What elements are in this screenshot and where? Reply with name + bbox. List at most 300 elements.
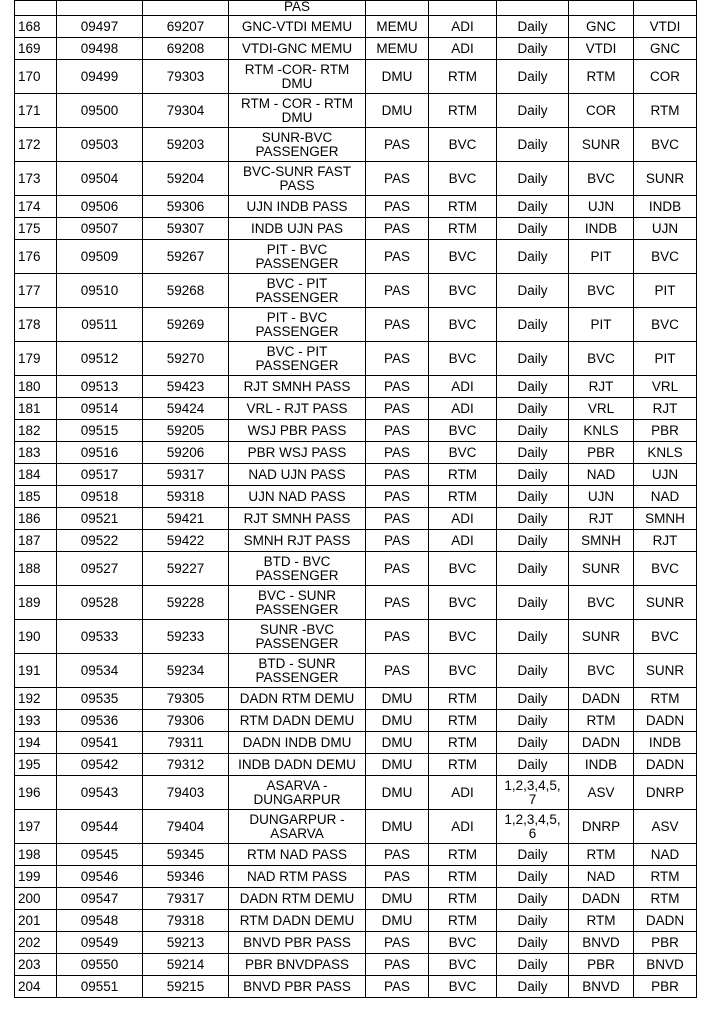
table-row: [15, 976, 697, 998]
days-cell: Daily: [497, 844, 569, 866]
new-number-cell: 59213: [143, 932, 229, 954]
type-cell: PAS: [366, 240, 429, 274]
to-station-cell: BNVD: [634, 954, 697, 976]
new-number-cell: 79318: [143, 910, 229, 932]
days-cell: Daily: [497, 954, 569, 976]
type-cell: DMU: [366, 776, 429, 810]
table-row: [15, 308, 697, 342]
division-cell: BVC: [429, 274, 497, 308]
train-name-cell: VTDI-GNC MEMU: [229, 38, 366, 60]
type-cell: PAS: [366, 420, 429, 442]
from-station-cell: SMNH: [569, 530, 634, 552]
train-number-cell: 09542: [57, 754, 143, 776]
table-row: [15, 38, 697, 60]
table-row: [15, 620, 697, 654]
new-number-cell: 59269: [143, 308, 229, 342]
type-cell: DMU: [366, 910, 429, 932]
sr-no-cell: 171: [15, 94, 57, 128]
division-cell: BVC: [429, 954, 497, 976]
days-cell: Daily: [497, 16, 569, 38]
days-cell: Daily: [497, 976, 569, 998]
train-number-cell: 09503: [57, 128, 143, 162]
division-cell: [429, 1, 497, 16]
from-station-cell: NAD: [569, 464, 634, 486]
division-cell: RTM: [429, 218, 497, 240]
from-station-cell: RTM: [569, 60, 634, 94]
days-cell: Daily: [497, 398, 569, 420]
division-cell: ADI: [429, 776, 497, 810]
to-station-cell: KNLS: [634, 442, 697, 464]
division-cell: BVC: [429, 240, 497, 274]
train-name-cell: NAD RTM PASS: [229, 866, 366, 888]
sr-no-cell: 200: [15, 888, 57, 910]
new-number-cell: 59318: [143, 486, 229, 508]
train-number-cell: 09507: [57, 218, 143, 240]
days-cell: Daily: [497, 196, 569, 218]
train-number-cell: 09522: [57, 530, 143, 552]
days-cell: Daily: [497, 732, 569, 754]
new-number-cell: 59346: [143, 866, 229, 888]
type-cell: DMU: [366, 732, 429, 754]
train-name-cell: BVC - PIT PASSENGER: [229, 342, 366, 376]
train-schedule-table: [14, 0, 697, 998]
from-station-cell: SUNR: [569, 552, 634, 586]
division-cell: BVC: [429, 586, 497, 620]
to-station-cell: RTM: [634, 94, 697, 128]
to-station-cell: UJN: [634, 218, 697, 240]
sr-no-cell: 177: [15, 274, 57, 308]
from-station-cell: DNRP: [569, 810, 634, 844]
division-cell: BVC: [429, 162, 497, 196]
new-number-cell: 59423: [143, 376, 229, 398]
days-cell: Daily: [497, 866, 569, 888]
train-name-cell: BVC - PIT PASSENGER: [229, 274, 366, 308]
train-name-cell: RTM - COR - RTM DMU: [229, 94, 366, 128]
new-number-cell: [143, 1, 229, 16]
sr-no-cell: 175: [15, 218, 57, 240]
days-cell: Daily: [497, 754, 569, 776]
train-name-cell: RTM DADN DEMU: [229, 710, 366, 732]
to-station-cell: RTM: [634, 688, 697, 710]
division-cell: BVC: [429, 420, 497, 442]
train-number-cell: 09517: [57, 464, 143, 486]
to-station-cell: RTM: [634, 866, 697, 888]
to-station-cell: VTDI: [634, 16, 697, 38]
new-number-cell: 59204: [143, 162, 229, 196]
from-station-cell: COR: [569, 94, 634, 128]
new-number-cell: 79303: [143, 60, 229, 94]
train-name-cell: DADN INDB DMU: [229, 732, 366, 754]
train-number-cell: 09550: [57, 954, 143, 976]
sr-no-cell: 185: [15, 486, 57, 508]
new-number-cell: 59214: [143, 954, 229, 976]
new-number-cell: 59227: [143, 552, 229, 586]
sr-no-cell: 178: [15, 308, 57, 342]
days-cell: Daily: [497, 376, 569, 398]
sr-no-cell: 191: [15, 654, 57, 688]
days-cell: Daily: [497, 688, 569, 710]
table-row-continued: [15, 1, 697, 16]
days-cell: Daily: [497, 162, 569, 196]
type-cell: PAS: [366, 342, 429, 376]
type-cell: PAS: [366, 552, 429, 586]
division-cell: ADI: [429, 38, 497, 60]
days-cell: Daily: [497, 620, 569, 654]
train-name-cell: BTD - SUNR PASSENGER: [229, 654, 366, 688]
from-station-cell: BVC: [569, 586, 634, 620]
type-cell: PAS: [366, 218, 429, 240]
division-cell: RTM: [429, 60, 497, 94]
days-cell: Daily: [497, 552, 569, 586]
table-row: [15, 710, 697, 732]
sr-no-cell: 180: [15, 376, 57, 398]
days-cell: Daily: [497, 128, 569, 162]
train-name-cell: BTD - BVC PASSENGER: [229, 552, 366, 586]
train-name-cell: INDB DADN DEMU: [229, 754, 366, 776]
division-cell: BVC: [429, 128, 497, 162]
to-station-cell: BVC: [634, 552, 697, 586]
table-row: [15, 342, 697, 376]
train-number-cell: 09547: [57, 888, 143, 910]
train-number-cell: 09504: [57, 162, 143, 196]
division-cell: RTM: [429, 910, 497, 932]
table-row: [15, 932, 697, 954]
train-number-cell: 09546: [57, 866, 143, 888]
new-number-cell: 79312: [143, 754, 229, 776]
new-number-cell: 79317: [143, 888, 229, 910]
from-station-cell: DADN: [569, 888, 634, 910]
division-cell: BVC: [429, 308, 497, 342]
days-cell: Daily: [497, 888, 569, 910]
new-number-cell: 79304: [143, 94, 229, 128]
table-row: [15, 776, 697, 810]
type-cell: PAS: [366, 486, 429, 508]
days-cell: Daily: [497, 586, 569, 620]
to-station-cell: RJT: [634, 398, 697, 420]
days-cell: Daily: [497, 342, 569, 376]
from-station-cell: SUNR: [569, 620, 634, 654]
train-number-cell: 09544: [57, 810, 143, 844]
type-cell: PAS: [366, 308, 429, 342]
new-number-cell: 59421: [143, 508, 229, 530]
train-number-cell: 09545: [57, 844, 143, 866]
division-cell: ADI: [429, 398, 497, 420]
type-cell: DMU: [366, 810, 429, 844]
new-number-cell: 59206: [143, 442, 229, 464]
division-cell: ADI: [429, 376, 497, 398]
division-cell: BVC: [429, 552, 497, 586]
type-cell: PAS: [366, 866, 429, 888]
train-number-cell: 09510: [57, 274, 143, 308]
sr-no-cell: 168: [15, 16, 57, 38]
to-station-cell: DADN: [634, 754, 697, 776]
train-number-cell: 09527: [57, 552, 143, 586]
type-cell: DMU: [366, 688, 429, 710]
train-name-cell: RTM -COR- RTM DMU: [229, 60, 366, 94]
train-name-cell: UJN INDB PASS: [229, 196, 366, 218]
to-station-cell: NAD: [634, 486, 697, 508]
table-row: [15, 218, 697, 240]
days-cell: Daily: [497, 218, 569, 240]
type-cell: PAS: [366, 530, 429, 552]
train-number-cell: 09513: [57, 376, 143, 398]
from-station-cell: ASV: [569, 776, 634, 810]
division-cell: RTM: [429, 486, 497, 508]
from-station-cell: SUNR: [569, 128, 634, 162]
new-number-cell: 59205: [143, 420, 229, 442]
days-cell: [497, 1, 569, 16]
train-number-cell: 09543: [57, 776, 143, 810]
days-cell: Daily: [497, 910, 569, 932]
train-name-cell: NAD UJN PASS: [229, 464, 366, 486]
new-number-cell: 69207: [143, 16, 229, 38]
from-station-cell: KNLS: [569, 420, 634, 442]
to-station-cell: SUNR: [634, 654, 697, 688]
from-station-cell: GNC: [569, 16, 634, 38]
new-number-cell: 59345: [143, 844, 229, 866]
days-cell: Daily: [497, 308, 569, 342]
train-name-cell: PAS: [229, 1, 366, 16]
from-station-cell: UJN: [569, 196, 634, 218]
sr-no-cell: 195: [15, 754, 57, 776]
division-cell: BVC: [429, 620, 497, 654]
division-cell: BVC: [429, 654, 497, 688]
new-number-cell: 59233: [143, 620, 229, 654]
train-name-cell: PBR WSJ PASS: [229, 442, 366, 464]
new-number-cell: 59215: [143, 976, 229, 998]
days-cell: Daily: [497, 60, 569, 94]
division-cell: RTM: [429, 754, 497, 776]
to-station-cell: DADN: [634, 710, 697, 732]
division-cell: BVC: [429, 442, 497, 464]
to-station-cell: DNRP: [634, 776, 697, 810]
type-cell: PAS: [366, 954, 429, 976]
to-station-cell: [634, 1, 697, 16]
train-number-cell: 09548: [57, 910, 143, 932]
sr-no-cell: 170: [15, 60, 57, 94]
train-number-cell: 09515: [57, 420, 143, 442]
sr-no-cell: 183: [15, 442, 57, 464]
new-number-cell: 59306: [143, 196, 229, 218]
division-cell: ADI: [429, 16, 497, 38]
train-name-cell: RJT SMNH PASS: [229, 508, 366, 530]
table-row: [15, 754, 697, 776]
from-station-cell: RTM: [569, 910, 634, 932]
train-name-cell: INDB UJN PAS: [229, 218, 366, 240]
table-row: [15, 60, 697, 94]
train-schedule-sheet: [14, 0, 696, 998]
table-row: [15, 486, 697, 508]
table-body: [15, 1, 697, 998]
train-number-cell: 09535: [57, 688, 143, 710]
to-station-cell: BVC: [634, 128, 697, 162]
train-number-cell: 09541: [57, 732, 143, 754]
train-name-cell: RTM DADN DEMU: [229, 910, 366, 932]
division-cell: RTM: [429, 732, 497, 754]
table-row: [15, 376, 697, 398]
train-number-cell: 09498: [57, 38, 143, 60]
train-number-cell: 09516: [57, 442, 143, 464]
sr-no-cell: 201: [15, 910, 57, 932]
table-row: [15, 866, 697, 888]
type-cell: PAS: [366, 464, 429, 486]
new-number-cell: 59234: [143, 654, 229, 688]
type-cell: DMU: [366, 888, 429, 910]
days-cell: 1,2,3,4,5, 6: [497, 810, 569, 844]
to-station-cell: BVC: [634, 240, 697, 274]
from-station-cell: BNVD: [569, 976, 634, 998]
sr-no-cell: 169: [15, 38, 57, 60]
type-cell: PAS: [366, 376, 429, 398]
sr-no-cell: 174: [15, 196, 57, 218]
new-number-cell: 59307: [143, 218, 229, 240]
train-name-cell: DADN RTM DEMU: [229, 688, 366, 710]
from-station-cell: DADN: [569, 732, 634, 754]
train-name-cell: DADN RTM DEMU: [229, 888, 366, 910]
type-cell: PAS: [366, 128, 429, 162]
type-cell: PAS: [366, 932, 429, 954]
table-row: [15, 910, 697, 932]
train-number-cell: 09506: [57, 196, 143, 218]
from-station-cell: [569, 1, 634, 16]
division-cell: RTM: [429, 688, 497, 710]
from-station-cell: RJT: [569, 376, 634, 398]
sr-no-cell: 203: [15, 954, 57, 976]
sr-no-cell: 202: [15, 932, 57, 954]
to-station-cell: PIT: [634, 274, 697, 308]
new-number-cell: 59422: [143, 530, 229, 552]
division-cell: RTM: [429, 464, 497, 486]
type-cell: MEMU: [366, 38, 429, 60]
to-station-cell: SMNH: [634, 508, 697, 530]
from-station-cell: UJN: [569, 486, 634, 508]
from-station-cell: VRL: [569, 398, 634, 420]
to-station-cell: SUNR: [634, 162, 697, 196]
days-cell: Daily: [497, 274, 569, 308]
train-name-cell: BNVD PBR PASS: [229, 976, 366, 998]
days-cell: Daily: [497, 486, 569, 508]
train-number-cell: 09499: [57, 60, 143, 94]
table-row: [15, 530, 697, 552]
table-row: [15, 688, 697, 710]
days-cell: Daily: [497, 420, 569, 442]
from-station-cell: PIT: [569, 308, 634, 342]
table-row: [15, 240, 697, 274]
to-station-cell: DADN: [634, 910, 697, 932]
new-number-cell: 79306: [143, 710, 229, 732]
train-name-cell: BNVD PBR PASS: [229, 932, 366, 954]
to-station-cell: GNC: [634, 38, 697, 60]
division-cell: BVC: [429, 342, 497, 376]
train-name-cell: PBR BNVDPASS: [229, 954, 366, 976]
sr-no-cell: 173: [15, 162, 57, 196]
to-station-cell: PBR: [634, 420, 697, 442]
table-row: [15, 398, 697, 420]
train-number-cell: 09536: [57, 710, 143, 732]
table-row: [15, 810, 697, 844]
division-cell: RTM: [429, 888, 497, 910]
train-name-cell: ASARVA - DUNGARPUR: [229, 776, 366, 810]
from-station-cell: RJT: [569, 508, 634, 530]
sr-no-cell: 184: [15, 464, 57, 486]
train-number-cell: 09528: [57, 586, 143, 620]
days-cell: Daily: [497, 240, 569, 274]
train-number-cell: 09497: [57, 16, 143, 38]
from-station-cell: BVC: [569, 654, 634, 688]
table-row: [15, 94, 697, 128]
table-row: [15, 732, 697, 754]
from-station-cell: BVC: [569, 274, 634, 308]
from-station-cell: RTM: [569, 844, 634, 866]
sr-no-cell: 187: [15, 530, 57, 552]
type-cell: PAS: [366, 654, 429, 688]
train-number-cell: 09533: [57, 620, 143, 654]
type-cell: DMU: [366, 60, 429, 94]
days-cell: Daily: [497, 932, 569, 954]
division-cell: RTM: [429, 844, 497, 866]
new-number-cell: 59317: [143, 464, 229, 486]
table-row: [15, 508, 697, 530]
days-cell: Daily: [497, 530, 569, 552]
days-cell: Daily: [497, 654, 569, 688]
division-cell: BVC: [429, 976, 497, 998]
train-name-cell: PIT - BVC PASSENGER: [229, 240, 366, 274]
table-row: [15, 586, 697, 620]
sr-no-cell: 198: [15, 844, 57, 866]
table-row: [15, 954, 697, 976]
new-number-cell: 59270: [143, 342, 229, 376]
table-row: [15, 16, 697, 38]
days-cell: Daily: [497, 508, 569, 530]
train-name-cell: BVC-SUNR FAST PASS: [229, 162, 366, 196]
train-number-cell: 09549: [57, 932, 143, 954]
sr-no-cell: 182: [15, 420, 57, 442]
table-row: [15, 888, 697, 910]
table-row: [15, 844, 697, 866]
sr-no-cell: 176: [15, 240, 57, 274]
train-name-cell: BVC - SUNR PASSENGER: [229, 586, 366, 620]
train-name-cell: RTM NAD PASS: [229, 844, 366, 866]
sr-no-cell: 204: [15, 976, 57, 998]
new-number-cell: 79404: [143, 810, 229, 844]
train-name-cell: SUNR -BVC PASSENGER: [229, 620, 366, 654]
table-row: [15, 274, 697, 308]
from-station-cell: INDB: [569, 754, 634, 776]
days-cell: Daily: [497, 94, 569, 128]
to-station-cell: NAD: [634, 844, 697, 866]
type-cell: [366, 1, 429, 16]
sr-no-cell: 189: [15, 586, 57, 620]
train-name-cell: GNC-VTDI MEMU: [229, 16, 366, 38]
type-cell: PAS: [366, 196, 429, 218]
to-station-cell: INDB: [634, 196, 697, 218]
train-number-cell: 09514: [57, 398, 143, 420]
new-number-cell: 59203: [143, 128, 229, 162]
train-name-cell: SMNH RJT PASS: [229, 530, 366, 552]
from-station-cell: PBR: [569, 954, 634, 976]
division-cell: ADI: [429, 530, 497, 552]
sr-no-cell: 193: [15, 710, 57, 732]
train-number-cell: 09511: [57, 308, 143, 342]
to-station-cell: SUNR: [634, 586, 697, 620]
type-cell: PAS: [366, 844, 429, 866]
from-station-cell: BVC: [569, 342, 634, 376]
to-station-cell: COR: [634, 60, 697, 94]
train-name-cell: RJT SMNH PASS: [229, 376, 366, 398]
sr-no-cell: 181: [15, 398, 57, 420]
division-cell: RTM: [429, 866, 497, 888]
days-cell: Daily: [497, 38, 569, 60]
